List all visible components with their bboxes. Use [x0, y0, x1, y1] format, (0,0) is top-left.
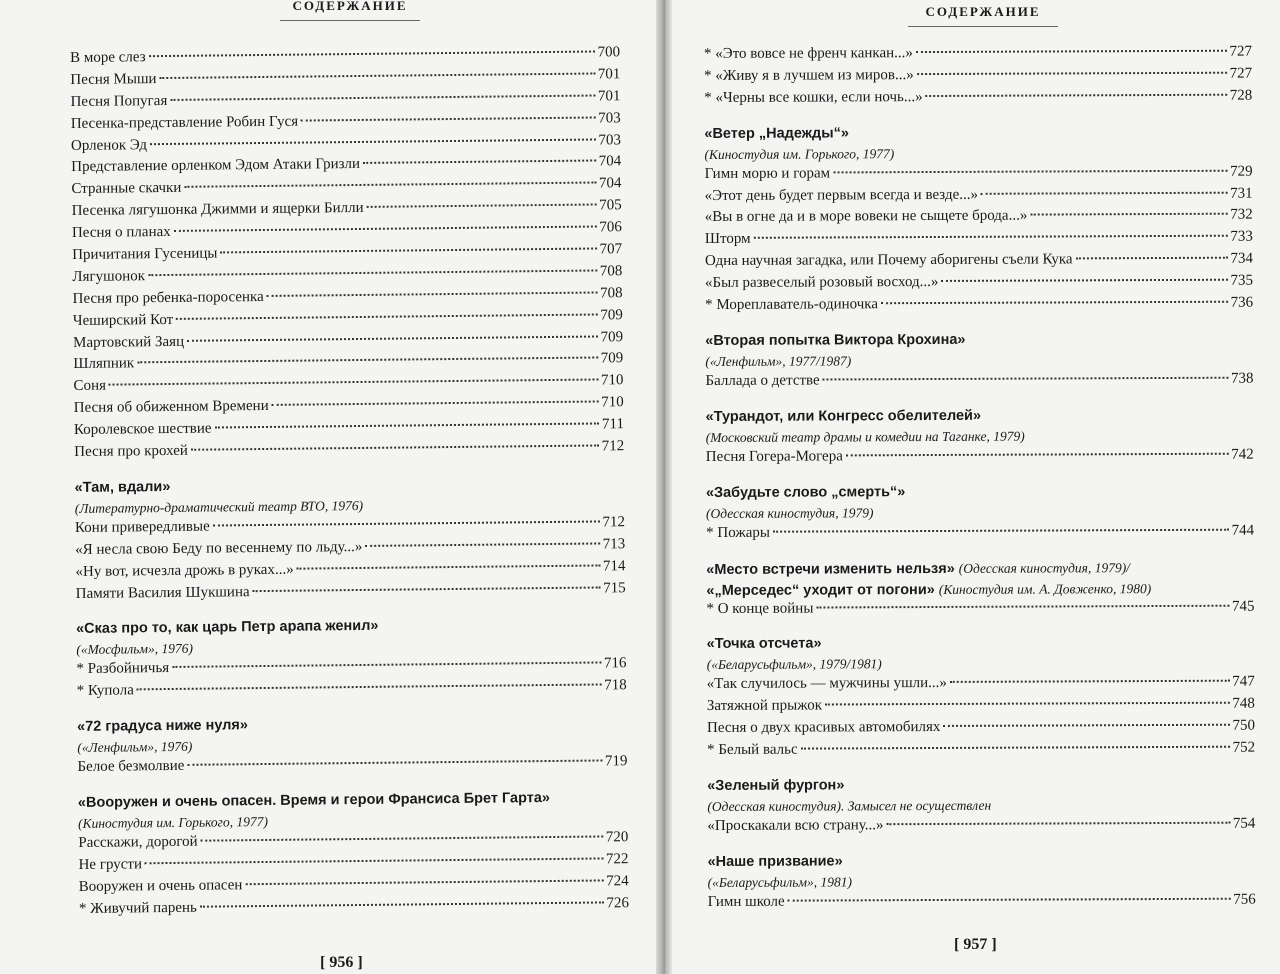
dot-leader [170, 94, 595, 100]
dot-leader [267, 291, 597, 296]
running-head-rule [280, 20, 420, 21]
toc-entry-title: Шторм [704, 231, 751, 248]
section-title [705, 329, 1253, 352]
toc-entry-title: Белое безмолвие [77, 758, 185, 776]
toc-entry [79, 895, 629, 923]
dot-leader [1030, 213, 1227, 216]
toc-entry [707, 740, 1255, 764]
toc-entry-title: Песня про крохей [74, 442, 188, 461]
section-title-note: (Киностудия им. А. Довженко, 1980) [938, 580, 1152, 597]
section-title-second [706, 577, 1254, 600]
running-head [908, 4, 1058, 27]
toc-entry-page: 712 [602, 514, 626, 531]
toc-entry-title: Чеширский Кот [72, 311, 174, 329]
section-title-text: «Зеленый фургон» [707, 777, 845, 795]
toc-entry-page: 756 [1233, 891, 1256, 908]
toc-entry-page: 734 [1230, 250, 1253, 267]
toc-entry [705, 251, 1253, 275]
dot-leader [149, 51, 595, 58]
toc-entry-page: 707 [599, 241, 623, 258]
section-title-text: «Турандот, или Конгресс обелителей» [705, 407, 982, 425]
section-title-text: «Сказ про то, как царь Петр арапа женил» [75, 618, 379, 638]
toc-entry-title: Представление орленком Эдом Атаки Гризли [71, 156, 361, 176]
toc-section [704, 121, 1253, 319]
dot-leader [184, 182, 596, 188]
dot-leader [801, 746, 1230, 750]
toc-entry-page: 710 [600, 372, 624, 389]
toc-entry-page: 709 [600, 328, 624, 346]
toc-entry-page: 703 [598, 109, 621, 127]
toc-entry-title: «Ну вот, исчезла дрожь в руках...» [75, 561, 294, 580]
dot-leader [916, 50, 1227, 53]
dot-leader [823, 377, 1228, 381]
toc-entry [704, 65, 1252, 89]
toc-entry-page: 722 [605, 851, 629, 868]
toc-entry-page: 718 [604, 677, 627, 694]
toc-entry-page: 708 [599, 263, 623, 280]
dot-leader [187, 760, 602, 766]
dot-leader [187, 335, 597, 341]
toc-entry-title: Вооружен и очень опасен [78, 877, 243, 895]
section-title [706, 404, 1254, 427]
section-title-text: «Точка отсчета» [706, 635, 822, 653]
toc-entry-page: 716 [603, 655, 627, 672]
toc-entry-page: 733 [1230, 228, 1253, 246]
toc-entry-page: 754 [1232, 815, 1256, 832]
toc-entry [76, 580, 626, 608]
toc-entry-title: Орленок Эд [70, 136, 148, 154]
toc-entry-page: 709 [600, 306, 623, 324]
toc-entry-title: «Этот день будет первым всегда и везде...» [704, 186, 979, 204]
running-head-text: СОДЕРЖАНИЕ [292, 0, 408, 13]
toc-entry-title: * Пожары [706, 524, 770, 541]
toc-entry-title: «Я несла свою Беду по весеннему по льду...» [75, 538, 363, 558]
dot-leader [754, 235, 1228, 239]
dot-leader [846, 453, 1228, 457]
section-subtitle: (Одесская киностудия, 1979) [706, 504, 874, 521]
toc-entry-page: 701 [597, 66, 621, 83]
toc-entry [704, 44, 1252, 68]
dot-leader [253, 586, 601, 592]
toc-section [706, 480, 1254, 546]
toc-entry-title: * Купола [76, 682, 134, 700]
toc-entry-page: 714 [602, 557, 626, 575]
toc-entry-title: Мартовский Заяц [72, 333, 185, 351]
toc-entry [77, 753, 627, 781]
toc-section [708, 850, 1256, 916]
dot-leader [788, 898, 1231, 902]
section-subtitle: («Беларусьфильм», 1981) [707, 874, 853, 890]
toc-entry-page: 726 [606, 895, 630, 912]
toc-entry-title: Гимн школе [707, 893, 785, 910]
toc-entry [705, 273, 1253, 297]
dot-leader [137, 684, 601, 691]
toc-entry-title: Памяти Василия Шукшина [75, 583, 250, 602]
dot-leader [926, 94, 1227, 97]
dot-leader [363, 160, 596, 164]
toc-entry [705, 207, 1253, 231]
toc-entry-page: 713 [602, 536, 626, 553]
dot-leader [881, 301, 1228, 305]
toc-entry-title: В море слез [70, 49, 146, 66]
section-title-text: «Вторая попытка Виктора Крохина» [705, 331, 966, 349]
section-title-text: «Ветер „Надежды“» [704, 125, 849, 142]
toc-entry [704, 87, 1252, 111]
toc-entry-title: Соня [73, 378, 107, 395]
toc-entry-title: * «Черны все кошки, если ночь...» [704, 88, 923, 106]
toc-entry-title: Песня о двух красивых автомобилях [706, 719, 941, 737]
toc-entry-page: 744 [1231, 522, 1255, 539]
toc-entry-page: 706 [599, 219, 622, 236]
toc-entry-title: * «Живу я в лучшем из миров...» [704, 66, 914, 84]
section-subtitle: (Московский театр драмы и комедии на Таганке, 1979) [705, 428, 1025, 445]
toc-entry-page: 745 [1231, 598, 1255, 615]
toc-entry-page: 715 [603, 579, 626, 597]
section-title-text: «Наше призвание» [707, 853, 843, 870]
dot-leader [148, 269, 597, 276]
section-subtitle: (Одесская киностудия). Замысел не осуществлен [707, 797, 992, 815]
page-number: [ 956 ] [320, 954, 363, 971]
dot-leader [213, 520, 600, 526]
toc-entry [706, 522, 1254, 546]
toc-entry-title: «Был развеселый розовый восход...» [704, 274, 939, 292]
toc-entry-title: Не грусти [78, 856, 143, 874]
toc-entry-page: 701 [597, 88, 621, 105]
toc-entry [706, 446, 1254, 470]
dot-leader [245, 879, 603, 885]
toc-entry-title: Песня про ребенка-поросенка [72, 288, 264, 307]
dot-leader [109, 379, 598, 386]
running-head-rule [908, 26, 1058, 27]
dot-leader [150, 138, 595, 145]
dot-leader [172, 662, 601, 668]
toc-entry-page: 742 [1231, 446, 1254, 463]
toc-entry-page: 727 [1229, 65, 1253, 82]
toc-entry-title: * Живучий парень [78, 899, 197, 917]
toc-entry-title: Песня о планах [71, 224, 171, 242]
toc-entry-page: 729 [1230, 163, 1253, 180]
toc-entry [77, 678, 627, 706]
section-title [706, 480, 1254, 503]
dot-leader [145, 858, 603, 865]
toc-section [76, 614, 627, 706]
section-title [707, 774, 1255, 797]
toc-entry-page: 750 [1232, 717, 1256, 734]
toc-entry-page: 731 [1230, 185, 1253, 202]
section-subtitle: (Киностудия им. Горького, 1977) [704, 145, 895, 162]
toc-entry-page: 711 [601, 416, 625, 433]
section-title-text: «Место встречи изменить нельзя» [706, 560, 955, 578]
section-subtitle: (Киностудия им. Горького, 1977) [78, 814, 268, 832]
toc-section [706, 404, 1254, 470]
toc-entry [707, 718, 1255, 742]
toc-section [705, 329, 1253, 395]
section-subtitle: («Беларусьфильм», 1979/1981) [706, 656, 882, 673]
toc-section [70, 44, 624, 466]
toc-entry-title: Песенка лягушонка Джимми и ящерки Билли [71, 200, 364, 220]
section-title-text: «Там, вдали» [74, 478, 171, 496]
dot-leader [887, 822, 1230, 825]
toc-entry-page: 709 [600, 350, 624, 367]
section-title [708, 850, 1256, 873]
toc-entry-page: 700 [597, 44, 621, 61]
dot-leader [773, 528, 1229, 532]
toc-entry-title: * Белый вальс [707, 741, 798, 759]
toc-entry [705, 229, 1253, 253]
toc-section [707, 774, 1255, 840]
toc-entry-page: 728 [1229, 87, 1253, 104]
dot-leader [941, 279, 1227, 282]
dot-leader [950, 680, 1229, 683]
toc-entry-title: Затяжной прыжок [706, 697, 823, 715]
toc-entry [74, 438, 624, 466]
dot-leader [174, 226, 597, 232]
toc-entry [705, 371, 1253, 395]
toc-section [74, 472, 625, 607]
toc-entry-page: 712 [601, 438, 625, 455]
toc-entry-page: 724 [606, 873, 629, 890]
toc-entry-page: 735 [1230, 272, 1254, 289]
dot-leader [297, 564, 600, 569]
dot-leader [917, 72, 1227, 75]
toc-entry-title: * О конце войны [706, 600, 814, 617]
section-title-text: «„Мерседес“ уходит от погони» [706, 581, 935, 599]
running-head-text: СОДЕРЖАНИЕ [925, 4, 1041, 19]
toc-section [706, 556, 1254, 622]
page-number: [ 957 ] [954, 936, 997, 953]
dot-leader [367, 204, 597, 208]
toc-entry [707, 674, 1255, 698]
section-subtitle: («Мосфильм», 1976) [76, 641, 194, 658]
table-of-contents [70, 44, 629, 922]
toc-entry-title: «Вы в огне да и в море вовеки не сыщете брода...» [704, 208, 1028, 226]
toc-entry-title: Кони привередливые [74, 518, 210, 536]
section-title [704, 121, 1252, 144]
toc-entry-page: 736 [1230, 294, 1254, 311]
dot-leader [201, 836, 603, 842]
toc-section [78, 787, 629, 922]
toc-section [707, 632, 1256, 764]
toc-entry-title: Песня Попугая [70, 92, 168, 110]
toc-entry-page: 719 [604, 753, 628, 770]
section-title-text: «Забудьте слово „смерть“» [705, 483, 906, 501]
toc-entry [708, 892, 1256, 916]
toc-entry-page: 732 [1230, 207, 1253, 224]
toc-entry-page: 748 [1232, 695, 1255, 713]
dot-leader [1076, 257, 1228, 260]
toc-entry-title: Песня Мыши [70, 70, 157, 88]
toc-entry [705, 295, 1253, 319]
toc-entry [706, 598, 1254, 622]
section-title-text: «Вооружен и очень опасен. Время и герои Франсиса Брет Гарта» [77, 790, 551, 812]
toc-entry-title: Песня об обиженном Времени [73, 398, 269, 417]
toc-entry-page: 747 [1232, 674, 1255, 691]
toc-entry-page: 752 [1232, 739, 1256, 756]
table-of-contents [704, 44, 1256, 916]
toc-entry-page: 727 [1229, 43, 1253, 60]
dot-leader [825, 702, 1229, 706]
toc-entry-page: 705 [599, 197, 622, 214]
toc-entry-title: Расскажи, дорогой [78, 833, 198, 852]
toc-entry-page: 708 [599, 285, 623, 302]
dot-leader [191, 445, 599, 451]
toc-entry-title: * Разбойничья [76, 660, 170, 678]
toc-entry-page: 720 [605, 829, 629, 846]
section-subtitle: («Ленфильм», 1977/1987) [705, 353, 852, 369]
dot-leader [176, 313, 597, 319]
dot-leader [833, 169, 1227, 173]
running-head [280, 0, 420, 21]
toc-entry-title: «Проскакали всю страну...» [707, 817, 884, 835]
section-subtitle: («Ленфильм», 1976) [77, 739, 193, 756]
toc-entry-title: * «Это вовсе не френч канкан...» [704, 45, 913, 62]
dot-leader [816, 604, 1229, 608]
toc-entry-page: 704 [598, 175, 622, 192]
toc-entry [707, 816, 1255, 840]
section-title-note: (Одесская киностудия, 1979)/ [958, 559, 1130, 576]
toc-entry-title: Гимн морю и горам [704, 165, 831, 182]
dot-leader [272, 401, 599, 406]
toc-entry [707, 696, 1255, 720]
dot-leader [981, 191, 1227, 194]
section-title-text: «72 градуса ниже нуля» [77, 717, 248, 736]
toc-entry-title: * Мореплаватель-одиночка [705, 296, 879, 314]
toc-entry-title: Песня Гогера-Могера [705, 448, 843, 465]
toc-entry-title: Шляпник [73, 355, 135, 373]
dot-leader [137, 357, 598, 364]
section-subtitle: (Литературно-драматический театр ВТО, 1976) [74, 497, 364, 516]
section-title [706, 556, 1254, 579]
toc-entry-title: Королевское шествие [73, 420, 212, 439]
toc-entry-page: 704 [598, 153, 622, 170]
toc-entry-page: 738 [1230, 370, 1254, 387]
toc-section [77, 711, 628, 781]
toc-entry [705, 163, 1253, 187]
dot-leader [159, 72, 594, 79]
toc-entry-title: Странные скачки [71, 180, 182, 198]
dot-leader [220, 248, 596, 254]
toc-entry-title: Причитания Гусеницы [72, 245, 218, 264]
toc-entry-title: Одна научная загадка, или Почему аборигены съели Кука [704, 251, 1073, 270]
dot-leader [200, 901, 604, 907]
toc-entry-page: 703 [598, 131, 622, 149]
toc-entry-title: Лягушонок [72, 268, 146, 285]
toc-entry [705, 185, 1253, 209]
dot-leader [301, 116, 595, 121]
right-page [668, 0, 1280, 974]
toc-entry-title: Баллада о детстве [705, 372, 820, 389]
dot-leader [214, 423, 598, 429]
toc-section [704, 44, 1252, 112]
toc-entry-title: Песенка-представление Робин Гуся [70, 113, 299, 132]
toc-entry-title: «Так случилось — мужчины ушли...» [706, 675, 947, 693]
book-gutter [656, 0, 672, 974]
section-title [707, 632, 1255, 655]
toc-entry-page: 710 [601, 394, 624, 411]
dot-leader [365, 542, 599, 546]
dot-leader [943, 724, 1229, 727]
